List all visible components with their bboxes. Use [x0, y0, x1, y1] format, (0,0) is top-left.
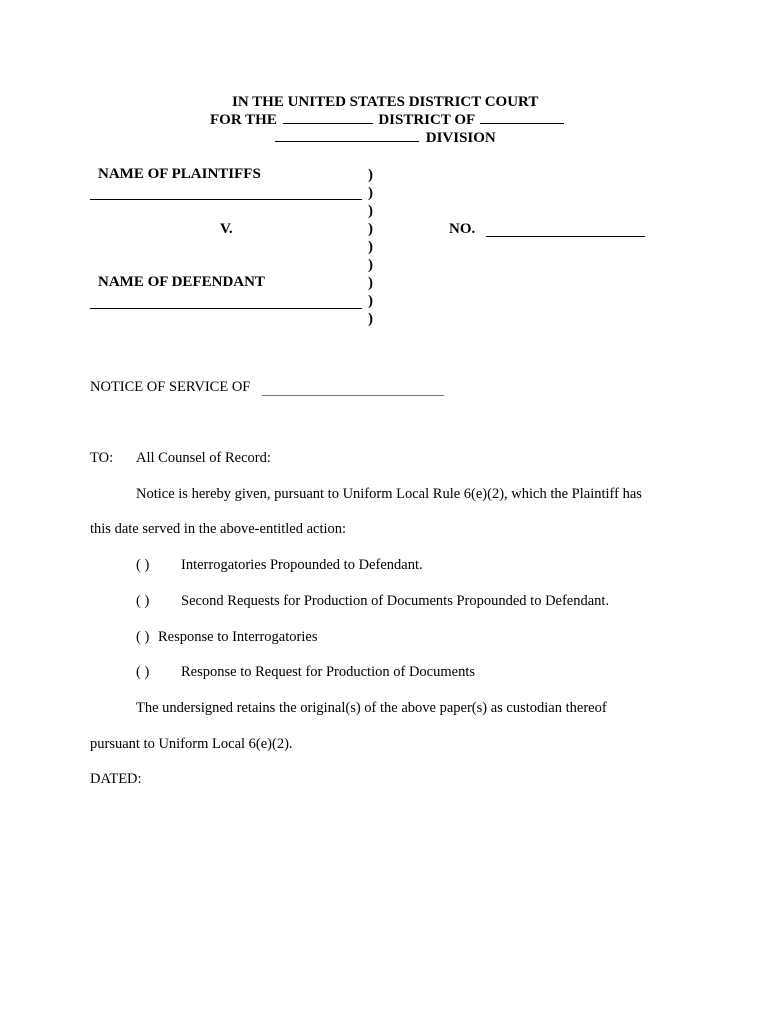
item-label: Second Requests for Production of Documents Propounded to Defendant.: [181, 593, 610, 609]
court-district-line: [210, 112, 564, 129]
caption-paren: ): [368, 185, 373, 201]
item-checkbox[interactable]: ( ): [136, 664, 150, 680]
item-checkbox[interactable]: ( ): [136, 629, 150, 645]
division-blank: [275, 141, 419, 142]
custodian-paragraph-line: pursuant to Uniform Local 6(e)(2).: [90, 736, 293, 752]
item-checkbox[interactable]: ( ): [136, 593, 150, 609]
item-label: Interrogatories Propounded to Defendant.: [181, 557, 423, 573]
notice-title: NOTICE OF SERVICE OF: [90, 379, 251, 395]
defendant-name-line: [90, 308, 362, 309]
court-title: IN THE UNITED STATES DISTRICT COURT: [232, 94, 539, 110]
caption-paren: ): [368, 311, 373, 327]
plaintiffs-name-line: [90, 199, 362, 200]
caption-paren: ): [368, 167, 373, 183]
item-checkbox[interactable]: ( ): [136, 557, 150, 573]
plaintiffs-label: NAME OF PLAINTIFFS: [98, 166, 261, 182]
caption-paren: ): [368, 239, 373, 255]
case-number-label: NO.: [449, 221, 476, 237]
district-state-blank: [480, 123, 564, 124]
caption-paren: ): [368, 257, 373, 273]
to-recipient: All Counsel of Record:: [136, 450, 271, 466]
caption-paren: ): [368, 221, 373, 237]
division-label: DIVISION: [425, 130, 496, 146]
dated-label: DATED:: [90, 771, 142, 787]
for-the-label: FOR THE: [210, 112, 277, 128]
caption-paren: ): [368, 293, 373, 309]
district-name-blank: [283, 123, 373, 124]
caption-paren: ): [368, 275, 373, 291]
defendant-label: NAME OF DEFENDANT: [98, 274, 265, 290]
notice-title-blank: [262, 395, 444, 396]
court-division-line: [275, 130, 496, 147]
versus-label: V.: [220, 221, 233, 237]
caption-paren: ): [368, 203, 373, 219]
item-label: Response to Request for Production of Documents: [181, 664, 475, 680]
item-label: Response to Interrogatories: [158, 629, 318, 645]
notice-paragraph-line: Notice is hereby given, pursuant to Uniform Local Rule 6(e)(2), which the Plaintiff has: [136, 486, 642, 502]
notice-paragraph-line: this date served in the above-entitled action:: [90, 521, 347, 537]
district-of-label: DISTRICT OF: [378, 112, 475, 128]
case-number-line: [486, 236, 645, 237]
to-label: TO:: [90, 450, 114, 466]
custodian-paragraph-line: The undersigned retains the original(s) of the above paper(s) as custodian thereof: [136, 700, 607, 716]
